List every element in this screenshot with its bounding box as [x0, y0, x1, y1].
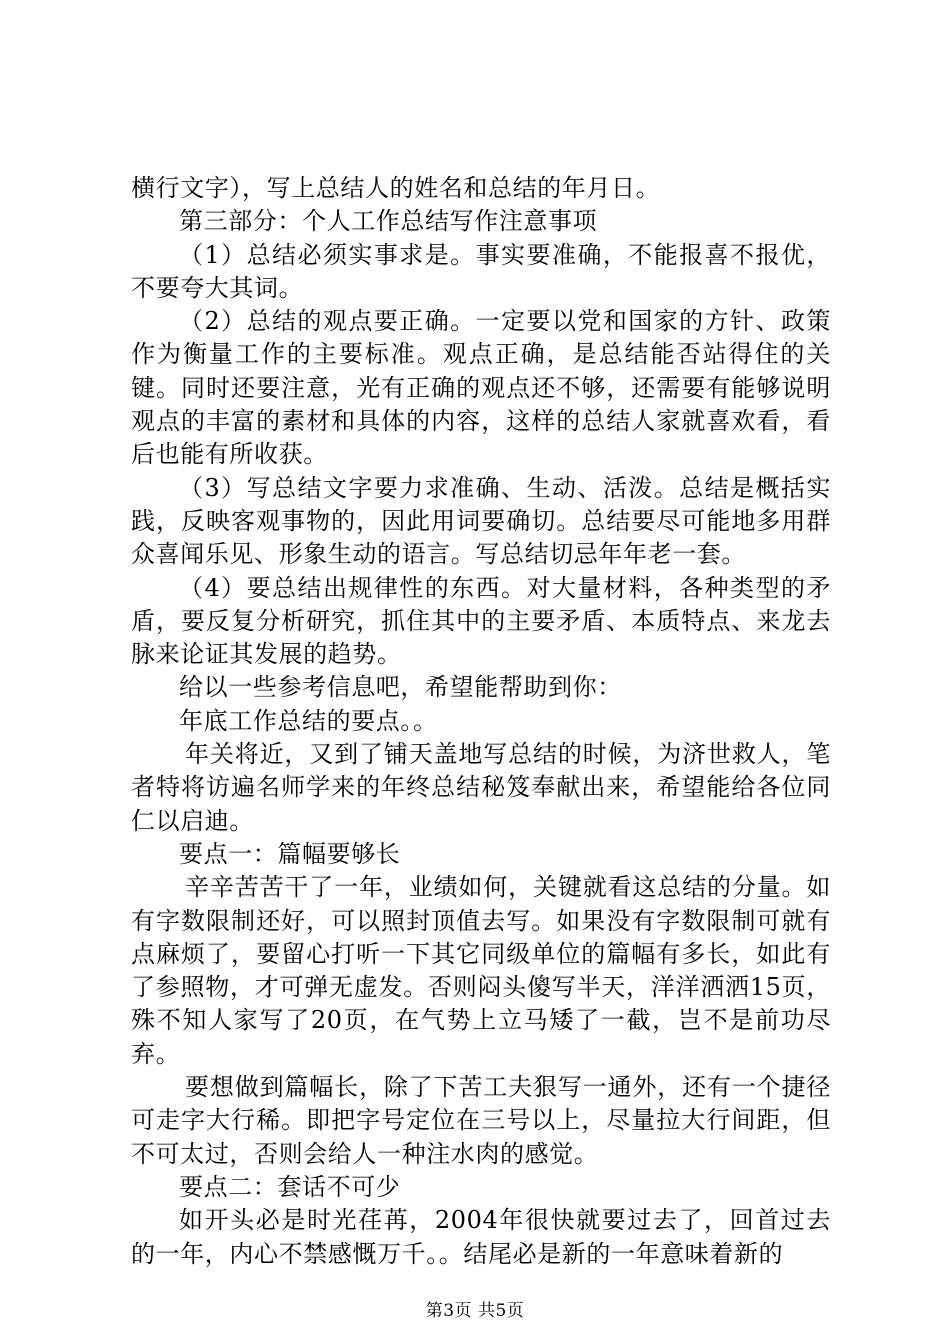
heading-point-two: 要点二：套话不可少	[179, 1172, 401, 1201]
section-heading-part-three: 第三部分：个人工作总结写作注意事项	[179, 207, 598, 236]
paragraph-reference-intro: 给以一些参考信息吧，希望能帮助到你：	[179, 673, 622, 702]
paragraph-point-1: （1）总结必须实事求是。事实要准确，不能报喜不报优，不要夸大其词。	[131, 240, 831, 302]
paragraph-continuation: 横行文字），写上总结人的姓名和总结的年月日。	[131, 174, 661, 202]
document-body	[131, 172, 831, 1271]
paragraph-point-3: （3）写总结文字要力求准确、生动、活泼。总结是概括实践，反映客观事物的，因此用词要确切。总结要尽可能地多用群众喜闻乐见、形象生动的语言。写总结切忌年年老一套。	[131, 473, 831, 569]
heading-point-one: 要点一：篇幅要够长	[179, 839, 401, 868]
page-number-label: 第3页 共5页	[425, 1301, 525, 1321]
paragraph-point-two-body: 如开头必是时光荏苒，2004年很快就要过去了，回首过去的一年，内心不禁感慨万千。。结尾必是新的一年意味着新的	[131, 1206, 831, 1268]
paragraph-year-end-title: 年底工作总结的要点。。	[179, 706, 438, 735]
paragraph-point-one-body: 辛辛苦苦干了一年，业绩如何，关键就看这总结的分量。如有字数限制还好，可以照封顶值去写。如果没有字数限制可就有点麻烦了，要留心打听一下其它同级单位的篇幅有多长，如此有了参照物，才可弹无虚发。否则闷头傻写半天，洋洋洒洒15页，殊不知人家写了20页，在气势上立马矮了一截，岂不是前功尽弃。	[131, 873, 831, 1068]
paragraph-point-one-shortcut: 要想做到篇幅长，除了下苦工夫狠写一通外，还有一个捷径可走字大行稀。即把字号定位在三号以上，尽量拉大行间距，但不可太过，否则会给人一种注水肉的感觉。	[131, 1073, 831, 1168]
paragraph-point-2: （2）总结的观点要正确。一定要以党和国家的方针、政策作为衡量工作的主要标准。观点正确，是总结能否站得住的关键。同时还要注意，光有正确的观点还不够，还需要有能够说明观点的丰富的素材和具体的内容，这样的总结人家就喜欢看，看后也能有所收获。	[131, 307, 831, 469]
paragraph-point-4: （4）要总结出规律性的东西。对大量材料，各种类型的矛盾，要反复分析研究，抓住其中的主要矛盾、本质特点、来龙去脉来论证其发展的趋势。	[131, 573, 831, 669]
paragraph-year-end-intro: 年关将近，又到了铺天盖地写总结的时候，为济世救人，笔者特将访遍名师学来的年终总结秘笈奉献出来，希望能给各位同仁以启迪。	[131, 740, 831, 835]
page-footer	[0, 1300, 950, 1322]
